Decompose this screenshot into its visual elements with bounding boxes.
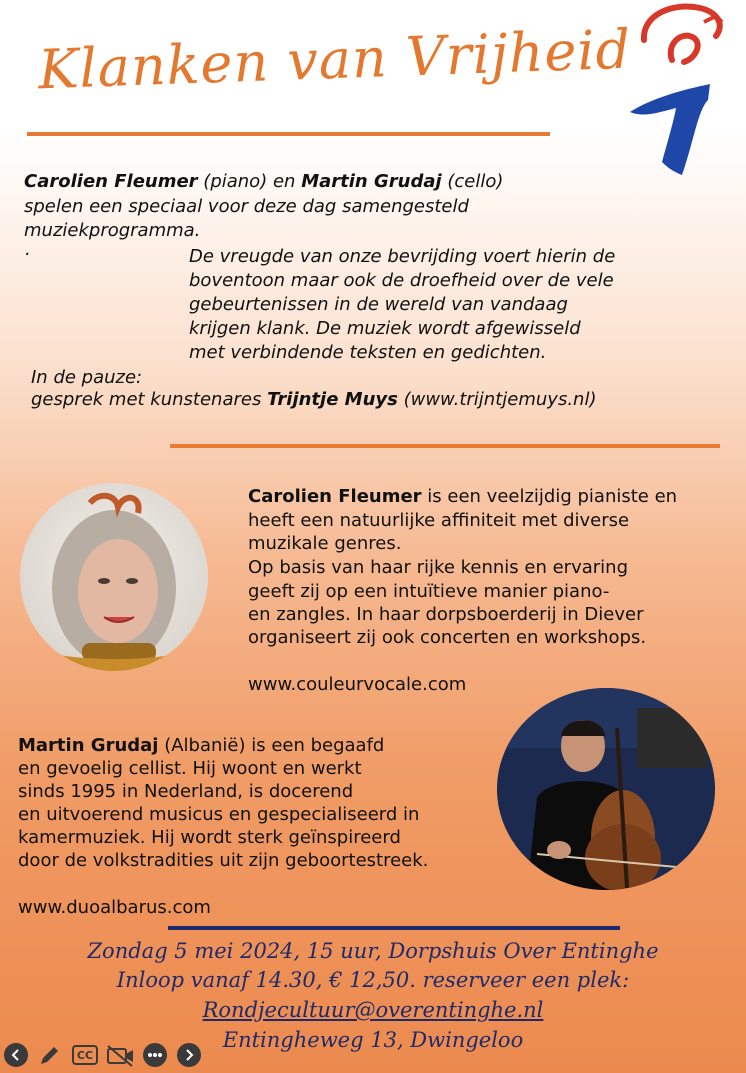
intro-para-line: De vreugde van onze bevrijding voert hierin de <box>189 246 616 267</box>
title-divider <box>27 132 550 136</box>
martin-bio-line: kamermuziek. Hij wordt sterk geïnspireerd <box>18 827 401 848</box>
martin-bio-line: en uitvoerend musicus en gespecialiseerd in <box>18 804 420 825</box>
intro-para-line: boventoon maar ook de droefheid over de vele <box>189 270 614 291</box>
carolien-bio-line: Op basis van haar rijke kennis en ervaring <box>248 557 629 578</box>
cellist-name: Martin Grudaj <box>301 171 442 192</box>
intro-para-line: met verbindende teksten en gedichten. <box>189 342 547 363</box>
carolien-bio-line: organiseert zij ook concerten en workshops. <box>248 627 647 648</box>
pen-icon[interactable] <box>36 1043 62 1069</box>
freedom-logo <box>622 0 732 180</box>
prev-icon[interactable] <box>4 1043 28 1067</box>
martin-bio-line: door de volkstradities uit zijn geboortestreek. <box>18 850 429 871</box>
intro-bullet: · <box>24 244 30 265</box>
carolien-photo <box>20 483 208 671</box>
carolien-name: Carolien Fleumer <box>248 486 422 507</box>
martin-bio-line: en gevoelig cellist. Hij woont en werkt <box>18 758 362 779</box>
martin-name: Martin Grudaj <box>18 735 159 756</box>
footer-divider <box>168 926 620 930</box>
intro-para-line: krijgen klank. De muziek wordt afgewisseld <box>189 318 581 339</box>
martin-bio-text: (Albanië) is een begaafd <box>164 735 385 756</box>
artist-name: Trijntje Muys <box>267 389 398 410</box>
martin-bio-line <box>18 734 384 758</box>
carolien-bio-line: geeft zij op een intuïtieve manier piano- <box>248 581 610 602</box>
martin-url[interactable]: www.duoalbarus.com <box>18 897 211 918</box>
captions-button[interactable]: CC <box>72 1045 98 1065</box>
martin-bio-line: sinds 1995 in Nederland, is docerend <box>18 781 354 802</box>
more-icon[interactable] <box>143 1043 167 1067</box>
pause-text: gesprek met kunstenares <box>31 389 262 410</box>
event-date-line: Zondag 5 mei 2024, 15 uur, Dorpshuis Over Entinghe <box>87 939 659 963</box>
martin-photo <box>497 688 715 890</box>
pianist-name: Carolien Fleumer <box>24 171 198 192</box>
video-off-icon[interactable] <box>106 1044 136 1068</box>
intro-line-1 <box>24 170 503 194</box>
section-divider <box>170 444 720 448</box>
carolien-bio-line <box>248 485 677 509</box>
event-address: Entingheweg 13, Dwingeloo <box>222 1028 524 1052</box>
page-title: Klanken van Vrijheid <box>37 17 633 102</box>
pause-label: In de pauze: <box>31 367 143 388</box>
carolien-bio-line: heeft een natuurlijke affiniteit met diverse <box>248 510 630 531</box>
intro-and: en <box>272 171 296 192</box>
artist-url[interactable]: (www.trijntjemuys.nl) <box>403 389 597 410</box>
carolien-url[interactable]: www.couleurvocale.com <box>248 674 467 695</box>
pianist-role: (piano) <box>203 171 268 192</box>
next-icon[interactable] <box>177 1043 201 1067</box>
intro-line-2: spelen een speciaal voor deze dag samengesteld <box>24 196 469 217</box>
cellist-role: (cello) <box>447 171 504 192</box>
event-entry-line: Inloop vanaf 14.30, € 12,50. reserveer een plek: <box>116 968 630 992</box>
intro-para-line: gebeurtenissen in de wereld van vandaag <box>189 294 568 315</box>
carolien-bio-text: is een veelzijdig pianiste en <box>427 486 678 507</box>
intro-line-3: muziekprogramma. <box>24 220 201 241</box>
carolien-bio-line: en zangles. In haar dorpsboerderij in Diever <box>248 604 644 625</box>
carolien-bio-line: muzikale genres. <box>248 533 402 554</box>
pause-line <box>31 388 596 412</box>
reservation-email-link[interactable]: Rondjecultuur@overentinghe.nl <box>202 998 544 1022</box>
